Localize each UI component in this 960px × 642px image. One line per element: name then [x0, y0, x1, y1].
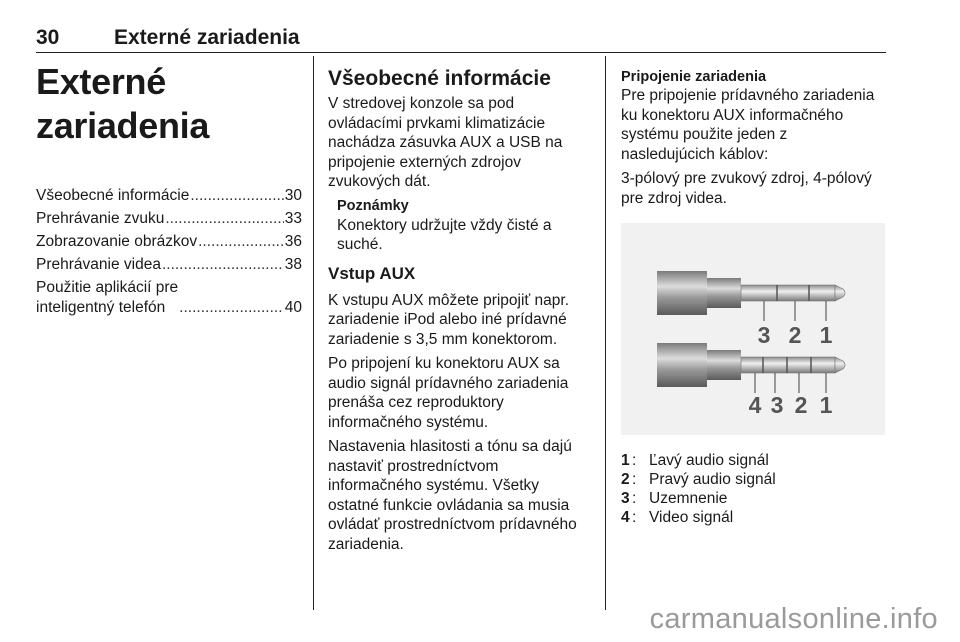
section-title-general: Všeobecné informácie [328, 67, 551, 90]
legend-item: 1 : Ľavý audio signál [621, 452, 769, 469]
aux-paragraph: K vstupu AUX môžete pripojiť napr. zariadenie iPod alebo iné prídavné zariadenie s 3,5 mm konektorom. [328, 291, 570, 348]
column-general [328, 66, 594, 559]
page-header [36, 26, 886, 50]
toc-item-label: Prehrávanie videa [36, 256, 161, 273]
plug-4-pole [657, 343, 845, 393]
legend-text: Uzemnenie [649, 490, 728, 507]
note-title: Poznámky [337, 197, 409, 214]
pole-label: 4 [748, 392, 762, 418]
toc-item[interactable] [36, 255, 302, 275]
toc-leader [190, 186, 283, 206]
toc-item[interactable] [36, 278, 302, 318]
pole-label: 3 [770, 392, 784, 418]
section-title-aux: Vstup AUX [328, 263, 416, 283]
header-rule [36, 52, 886, 53]
toc-leader [162, 255, 284, 275]
chapter-title: Externé zariadenia [36, 61, 210, 146]
section-title-connect: Pripojenie zariadenia [621, 69, 767, 85]
toc-item[interactable] [36, 209, 302, 229]
legend-text: Video signál [649, 509, 734, 526]
column-divider [313, 56, 314, 610]
toc-leader [198, 232, 284, 252]
toc-item-page: 33 [284, 210, 302, 227]
legend-list [621, 451, 887, 527]
connect-paragraph: 3-pólový pre zvukový zdroj, 4-pólový pre zdroj videa. [621, 170, 872, 207]
pole-label: 2 [788, 322, 802, 348]
toc-item-label: Prehrávanie zvuku [36, 210, 165, 227]
table-of-contents [36, 186, 302, 318]
toc-item-label: Použitie aplikácií pre inteligentný telefón [36, 279, 179, 316]
page-number: 30 [36, 26, 60, 49]
aux-paragraph: Nastavenia hlasitosti a tónu sa dajú nastaviť prostredníctvom informačného systému. Všetky ostatné funkcie ovládania sa musia ovládať prostredníctvom prídavného zariadenia. [328, 438, 577, 553]
general-intro: V stredovej konzole sa pod ovládacími prvkami klimatizácie nachádza zásuvka AUX a USB na pripojenie externých zdrojov zvukových dát. [328, 95, 563, 190]
legend-item: 4 : Video signál [621, 509, 734, 526]
watermark: carmanualsonline.info [649, 603, 938, 635]
pole-label: 3 [757, 322, 771, 348]
toc-item-page: 40 [284, 299, 302, 316]
legend-key: 2 [621, 471, 630, 488]
toc-item-label: Zobrazovanie obrázkov [36, 233, 198, 250]
column-divider [605, 56, 606, 610]
toc-item-page: 30 [284, 187, 302, 204]
running-title: Externé zariadenia [114, 26, 300, 49]
toc-item-page: 38 [284, 256, 302, 273]
legend-item: 2 : Pravý audio signál [621, 471, 776, 488]
legend-key: 4 [621, 509, 630, 526]
toc-item[interactable] [36, 232, 302, 252]
aux-paragraph: Po pripojení ku konektoru AUX sa audio signál prídavného zariadenia prenáša cez reproduktory informačného systému. [328, 355, 569, 431]
toc-item-page: 36 [284, 233, 302, 250]
legend-text: Pravý audio signál [649, 471, 776, 488]
note-box [337, 197, 594, 255]
toc-leader [179, 298, 284, 318]
legend-text: Ľavý audio signál [649, 452, 769, 469]
note-body: Konektory udržujte vždy čisté a suché. [337, 216, 552, 253]
legend-key: 3 [621, 490, 630, 507]
legend-item: 3 : Uzemnenie [621, 490, 728, 507]
toc-item[interactable] [36, 186, 302, 206]
column-toc [36, 60, 302, 321]
jack-plugs-illustration [621, 223, 885, 435]
toc-item-label: Všeobecné informácie [36, 187, 190, 204]
toc-leader [165, 209, 283, 229]
pole-label: 1 [819, 392, 833, 418]
plug-3-pole [657, 271, 845, 321]
connect-paragraph: Pre pripojenie prídavného zariadenia ku konektoru AUX informačného systému použite jeden z nasledujúcich káblov: [621, 87, 875, 163]
pole-label: 1 [819, 322, 833, 348]
legend-key: 1 [621, 452, 630, 469]
pole-label: 2 [794, 392, 808, 418]
column-connect [621, 62, 887, 527]
